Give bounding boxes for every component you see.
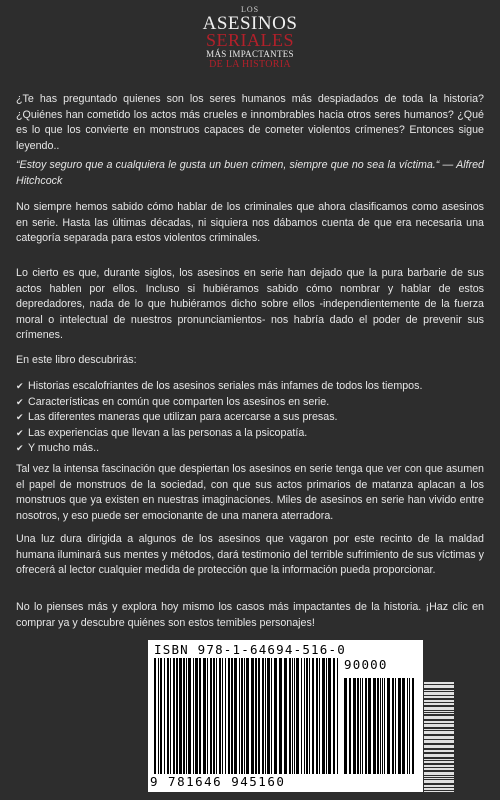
barcode-bar [279,658,282,774]
check-icon: ✔ [16,412,24,422]
barcode-bar [424,696,454,698]
barcode-bar [251,658,254,774]
barcode-bar [424,745,454,748]
barcode-bar [258,658,260,774]
logo-line-mas-impactantes: MÁS IMPACTANTES [206,49,294,59]
hitchcock-quote: “Estoy seguro que a cualquiera le gusta un buen crimen, siempre que no sea la víctima.“ — Alfred Hitchcock [16,159,484,187]
barcode-bar [265,658,266,774]
barcode-bar [424,785,454,787]
barcode-bar [395,678,396,774]
logo-line-asesinos: ASESINOS [202,13,298,34]
barcode-bar [193,658,194,774]
barcode-bar [322,658,325,774]
barcode-bar [301,658,302,774]
barcode-bar [271,658,272,774]
list-item: ✔ Las diferentes maneras que utilizan para acercarse a sus presas. [16,410,484,426]
addon-barcode-bars [344,678,416,774]
barcode-bar [241,658,243,774]
barcode-bar [179,658,182,774]
barcode-bar [424,716,454,719]
barcode-bar [424,731,454,734]
barcode-bar [424,759,454,760]
paragraph-4: Una luz dura dirigida a algunos de los asesinos que vagaron por este recinto de la maldad humana iluminará sus mentes y métodos, dará testimonio del terrible sufrimiento de sus víctimas y ofrecerá al lector cualquier medida de protección que la información pueda proporcionar. [16,533,484,576]
barcode-bar [424,768,454,770]
barcode-bar [424,707,454,710]
barcode-bar [412,678,414,774]
barcode-bar [319,658,320,774]
barcode-bar [228,658,230,774]
logo-line-de-la-historia: DE LA HISTORIA [209,59,291,70]
isbn-text: ISBN 978-1-64694-516-0 [154,642,346,657]
barcode-bar [231,658,233,774]
barcode-bar [424,791,454,792]
barcode-bar [424,711,454,712]
barcode-bar [424,765,454,767]
barcode-bar [267,658,270,774]
barcode-bar [382,678,383,774]
paragraph-5: No lo pienses más y explora hoy mismo los casos más impactantes de la historia. ¡Haz clic en comprar ya y descubre quiénes son estos temibles personajes! [16,601,484,629]
barcode-bar [424,724,454,727]
barcode-bar [424,754,454,757]
barcode-bar [203,658,206,774]
barcode-bar [188,658,191,774]
printer-stamp-barcode [424,682,490,792]
barcode-bar [312,658,314,774]
barcode-bar [344,678,347,774]
barcode-bar [424,690,454,691]
feature-list [16,379,484,457]
barcode-bar [424,729,454,730]
barcode-bar [424,772,454,775]
paragraph-2: Lo cierto es que, durante siglos, los asesinos en serie han dejado que la pura barbarie de sus actos hablen por ellos. Incluso si hubiéramos sabido cómo nombrar y hablar de estos depredadores, nada de lo que hubiéramos dicho sobre ellos -independientemente de la fuerza moral o intelectual de nuestros pronunciamientos- nos habría dado el poder de prevenir sus crímenes. [16,267,484,341]
barcode-bar [195,658,198,774]
barcode-bar [216,658,217,774]
barcode-bar [424,788,454,790]
barcode-bar [210,658,212,774]
barcode-bar [353,678,356,774]
barcode-bar [306,658,308,774]
barcode-bar [373,678,376,774]
barcode-bar [424,721,454,723]
barcode-bar [246,658,249,774]
barcode-bar [199,658,201,774]
isbn-barcode [148,640,423,792]
barcode-bar [377,678,379,774]
barcode-bar [424,713,454,714]
list-item: ✔ Las experiencias que llevan a las personas a la psicopatía. [16,426,484,442]
barcode-bar [407,678,408,774]
barcode-bar [424,703,454,705]
series-logo [200,6,300,70]
barcode-bar [333,658,335,774]
barcode-bar [424,750,454,752]
check-icon: ✔ [16,381,24,391]
ean-barcode-bars [154,658,339,774]
list-item: ✔ Y mucho más.. [16,441,484,457]
check-icon: ✔ [16,443,24,453]
barcode-bar [409,678,410,774]
barcode-bar [424,780,454,783]
barcode-bar [284,658,287,774]
barcode-bar [183,658,185,774]
barcode-bar [262,658,264,774]
barcode-bar [222,658,223,774]
barcode-bar [244,658,245,774]
barcode-bar [424,761,454,763]
barcode-bar [424,736,454,739]
barcode-bar [424,778,454,779]
barcode-bar [154,658,156,774]
barcode-bar [213,658,215,774]
list-intro: En este libro descubrirás: [16,354,137,366]
barcode-bar [289,658,291,774]
check-icon: ✔ [16,396,24,407]
barcode-bar [176,658,178,774]
barcode-bar [239,658,240,774]
barcode-bar [292,658,293,774]
logo-line-seriales: SERIALES [205,30,294,50]
logo-line-los: LOS [240,5,260,14]
barcode-bar [384,678,385,774]
barcode-bar [398,678,401,774]
barcode-bar [380,678,381,774]
barcode-bar [186,658,187,774]
paragraph-1: No siempre hemos sabido cómo hablar de los criminales que ahora clasificamos como asesinos en serie. Hasta las últimas décadas, ni siquiera nos dábamos cuenta de que era necesaria una categoría separada para estos violentos criminales. [16,201,484,244]
barcode-bar [294,658,295,774]
intro-paragraph: ¿Te has preguntado quienes son los seres humanos más despiadados de toda la historia? ¿Quiénes han cometido los actos más crueles e innombrables hacia otros seres humanos? ¿Qué es lo que los convierte en monstruos capaces de cometer violentos crímenes? Entonces sigue leyendo.. [16,93,484,152]
barcode-bar [219,658,221,774]
barcode-bar [424,776,454,777]
barcode-bar [225,658,226,774]
barcode-bar [424,740,454,743]
barcode-bar [164,658,165,774]
barcode-bar [362,678,363,774]
barcode-bar [316,658,318,774]
barcode-bar [368,678,371,774]
price-addon-text: 90000 [344,657,388,672]
barcode-bar [274,658,277,774]
barcode-bar [167,658,169,774]
barcode-bar [365,678,367,774]
list-item: ✔ Historias escalofriantes de los asesinos seriales más infames de todos los tiempos. [16,379,484,395]
barcode-bar [207,658,208,774]
barcode-bar [160,658,162,774]
barcode-bar [387,678,390,774]
barcode-bar [304,658,305,774]
barcode-bar [424,682,454,684]
barcode-bar [349,678,351,774]
barcode-bar [424,685,454,688]
barcode-bar [255,658,257,774]
ean-number-text: 9 781646 945160 [150,774,286,789]
barcode-bar [328,658,331,774]
barcode-bar [158,658,159,774]
barcode-bar [424,700,454,702]
list-item: ✔ Características en común que comparten los asesinos en serie. [16,395,484,411]
barcode-bar [173,658,175,774]
barcode-bar [392,678,394,774]
barcode-bar [234,658,237,774]
paragraph-3: Tal vez la intensa fascinación que despiertan los asesinos en serie tenga que ver con que asumen el papel de monstruos de la sociedad, con que sus actos primarios de matanza aplacan a los monstruos que ya existen en nuestras imaginaciones. Miles de asesinos en serie han vivido entre nosotros, y eso puede ser emocionante de una manera aterradora. [16,463,484,522]
barcode-bar [360,678,361,774]
barcode-bar [357,678,359,774]
check-icon: ✔ [16,427,24,438]
barcode-bar [402,678,405,774]
barcode-bar [296,658,299,774]
barcode-bar [424,692,454,695]
barcode-bar [309,658,310,774]
barcode-bar [326,658,327,774]
barcode-bar [337,658,338,774]
barcode-bar [170,658,171,774]
